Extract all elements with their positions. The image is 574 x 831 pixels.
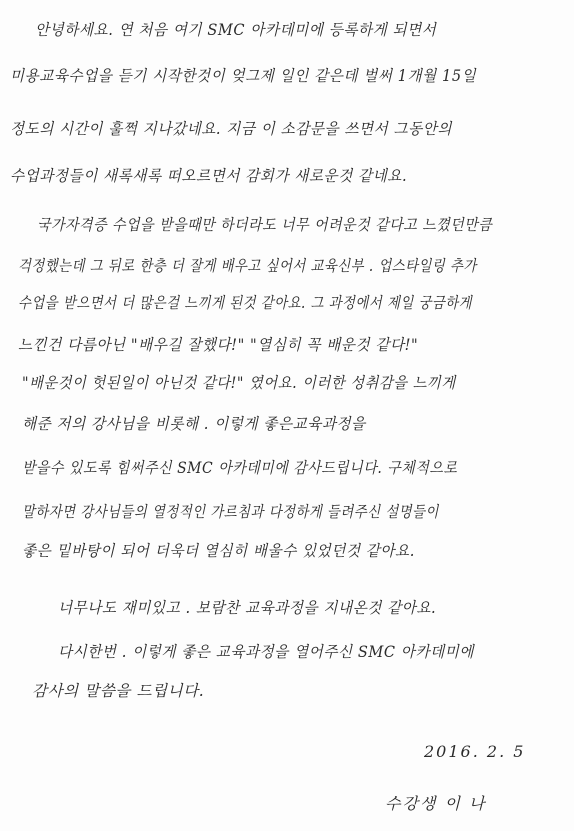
letter-signature: 수강생 이 나: [385, 794, 487, 813]
letter-date: 2016. 2. 5: [424, 742, 526, 761]
letter-line-6: 걱정했는데 그 뒤로 한층 더 잘게 배우고 싶어서 교육신부 . 업스타일링 추가: [18, 257, 477, 275]
letter-line-13: 좋은 밑바탕이 되어 더욱더 열심히 배울수 있었던것 같아요.: [22, 542, 415, 560]
letter-line-12: 말하자면 강사님들의 열정적인 가르침과 다정하게 들려주신 설명들이: [22, 503, 439, 521]
letter-line-9: "배운것이 헛된일이 아닌것 같다!" 였어요. 이러한 성취감을 느끼게: [22, 374, 456, 392]
letter-line-8: 느낀건 다름아닌 "배우길 잘했다!" "열심히 꼭 배운것 같다!": [18, 336, 419, 354]
letter-line-4: 수업과정들이 새록새록 떠오르면서 감회가 새로운것 같네요.: [10, 167, 408, 185]
letter-line-5: 국가자격증 수업을 받을때만 하더라도 너무 어려운것 같다고 느꼈던만큼: [37, 216, 493, 234]
letter-line-10: 해준 저의 강사님을 비롯해 . 이렇게 좋은교육과정을: [22, 415, 366, 433]
letter-line-11: 받을수 있도록 힘써주신 SMC 아카데미에 감사드립니다. 구체적으로: [22, 459, 458, 477]
letter-line-3: 정도의 시간이 훌쩍 지나갔네요. 지금 이 소감문을 쓰면서 그동안의: [10, 120, 453, 138]
letter-line-14: 너무나도 재미있고 . 보람찬 교육과정을 지내온것 같아요.: [58, 599, 437, 617]
letter-line-16: 감사의 말씀을 드립니다.: [32, 682, 205, 700]
letter-line-1: 안녕하세요. 연 처음 여기 SMC 아카데미에 등록하게 되면서: [35, 21, 437, 39]
letter-line-7: 수업을 받으면서 더 많은걸 느끼게 된것 같아요. 그 과정에서 제일 궁금하게: [18, 294, 473, 312]
letter-line-2: 미용교육수업을 듣기 시작한것이 엊그제 일인 같은데 벌써 1개월 15일: [10, 67, 477, 85]
letter-line-15: 다시한번 . 이렇게 좋은 교육과정을 열어주신 SMC 아카데미에: [58, 643, 474, 661]
